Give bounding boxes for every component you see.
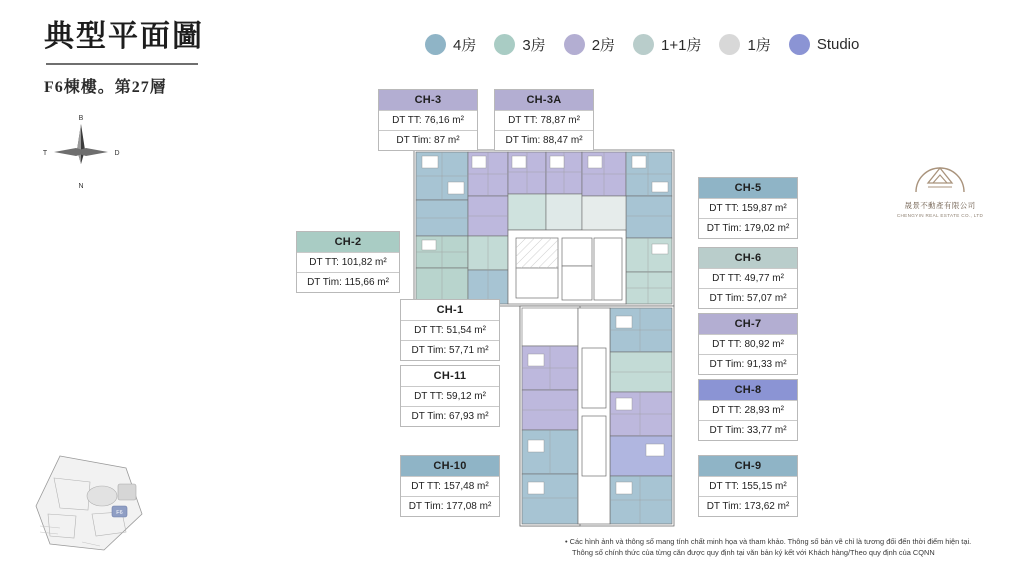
unit-callout-ch-7[interactable] [698,313,798,375]
page-title: 典型平面圖 [44,20,204,53]
unit-area-tt: DT TT: 76,16 m² [379,110,477,130]
unit-id: CH-9 [699,456,797,476]
legend-item-label: 2房 [591,37,616,54]
unit-area-tim: DT Tim: 88,47 m² [495,130,593,150]
logo-name-en: CHENGYIN REAL ESTATE CO., LTD [896,213,984,218]
unit-area-tt: DT TT: 51,54 m² [401,320,499,340]
compass-label-west: T [42,150,48,157]
site-key-map-icon [30,452,148,556]
legend-color-swatch [789,34,810,55]
footnote-line-1: • Các hình ảnh và thông số mang tính chất minh họa và tham khảo. Thông số bản vẽ chỉ là tương đối đến thời điểm hiện tại. [565,537,972,546]
unit-area-tim: DT Tim: 91,33 m² [699,354,797,374]
unit-id: CH-3A [495,90,593,110]
unit-callout-ch-11[interactable] [400,365,500,427]
legend-item-label: 3房 [522,37,546,54]
logo-mark-icon [911,152,969,198]
unit-callout-ch-8[interactable] [698,379,798,441]
unit-area-tt: DT TT: 28,93 m² [699,400,797,420]
footnote [565,536,1002,559]
legend-item-label: 1+1房 [661,37,702,54]
logo-name-cn: 晟景不動產有限公司 [904,201,976,210]
legend-item [719,34,770,55]
legend-color-swatch [719,34,740,55]
unit-id: CH-1 [401,300,499,320]
unit-area-tim: DT Tim: 57,71 m² [401,340,499,360]
unit-callout-ch-5[interactable] [698,177,798,239]
unit-id: CH-6 [699,248,797,268]
unit-id: CH-8 [699,380,797,400]
page-subtitle: F6棟樓。第27層 [44,79,167,96]
unit-id: CH-10 [401,456,499,476]
unit-callout-ch-3a[interactable] [494,89,594,151]
unit-area-tim: DT Tim: 179,02 m² [699,218,797,238]
legend-color-swatch [564,34,585,55]
compass-label-north: B [78,115,84,122]
site-key-map [30,452,148,556]
legend [425,34,859,55]
compass-label-south: N [78,183,84,190]
unit-id: CH-7 [699,314,797,334]
unit-callout-ch-9[interactable] [698,455,798,517]
unit-area-tt: DT TT: 101,82 m² [297,252,399,272]
unit-callout-ch-10[interactable] [400,455,500,517]
unit-area-tim: DT Tim: 67,93 m² [401,406,499,426]
unit-area-tt: DT TT: 49,77 m² [699,268,797,288]
unit-area-tim: DT Tim: 177,08 m² [401,496,499,516]
compass-rose [38,110,124,194]
legend-item [494,34,545,55]
title-block [44,20,344,97]
legend-item-label: Studio [816,36,860,53]
unit-area-tim: DT Tim: 87 m² [379,130,477,150]
unit-callout-ch-3[interactable] [378,89,478,151]
compass-icon [38,110,124,194]
unit-id: CH-3 [379,90,477,110]
site-map-marker-label: F6 [116,510,123,516]
legend-item [425,34,476,55]
unit-id: CH-5 [699,178,797,198]
unit-area-tim: DT Tim: 57,07 m² [699,288,797,308]
unit-callout-ch-2[interactable] [296,231,400,293]
unit-id: CH-2 [297,232,399,252]
unit-area-tim: DT Tim: 33,77 m² [699,420,797,440]
unit-area-tt: DT TT: 155,15 m² [699,476,797,496]
unit-callout-ch-1[interactable] [400,299,500,361]
unit-area-tt: DT TT: 78,87 m² [495,110,593,130]
footnote-line-2: Thông số chính thức của từng căn được quy định tại văn bản ký kết với Khách hàng/Theo quy định của CQNN [572,548,935,558]
legend-color-swatch [425,34,446,55]
legend-item [633,34,701,55]
legend-item-label: 1房 [747,37,771,54]
legend-item [789,34,860,55]
title-divider [46,63,198,65]
company-logo [878,152,1002,218]
unit-area-tim: DT Tim: 115,66 m² [297,272,399,292]
unit-area-tt: DT TT: 159,87 m² [699,198,797,218]
legend-color-swatch [494,34,515,55]
legend-color-swatch [633,34,654,55]
legend-item-label: 4房 [453,37,477,54]
compass-label-east: D [114,150,120,157]
unit-area-tt: DT TT: 80,92 m² [699,334,797,354]
unit-area-tt: DT TT: 157,48 m² [401,476,499,496]
unit-area-tim: DT Tim: 173,62 m² [699,496,797,516]
legend-item [564,34,615,55]
unit-callout-ch-6[interactable] [698,247,798,309]
unit-id: CH-11 [401,366,499,386]
unit-area-tt: DT TT: 59,12 m² [401,386,499,406]
